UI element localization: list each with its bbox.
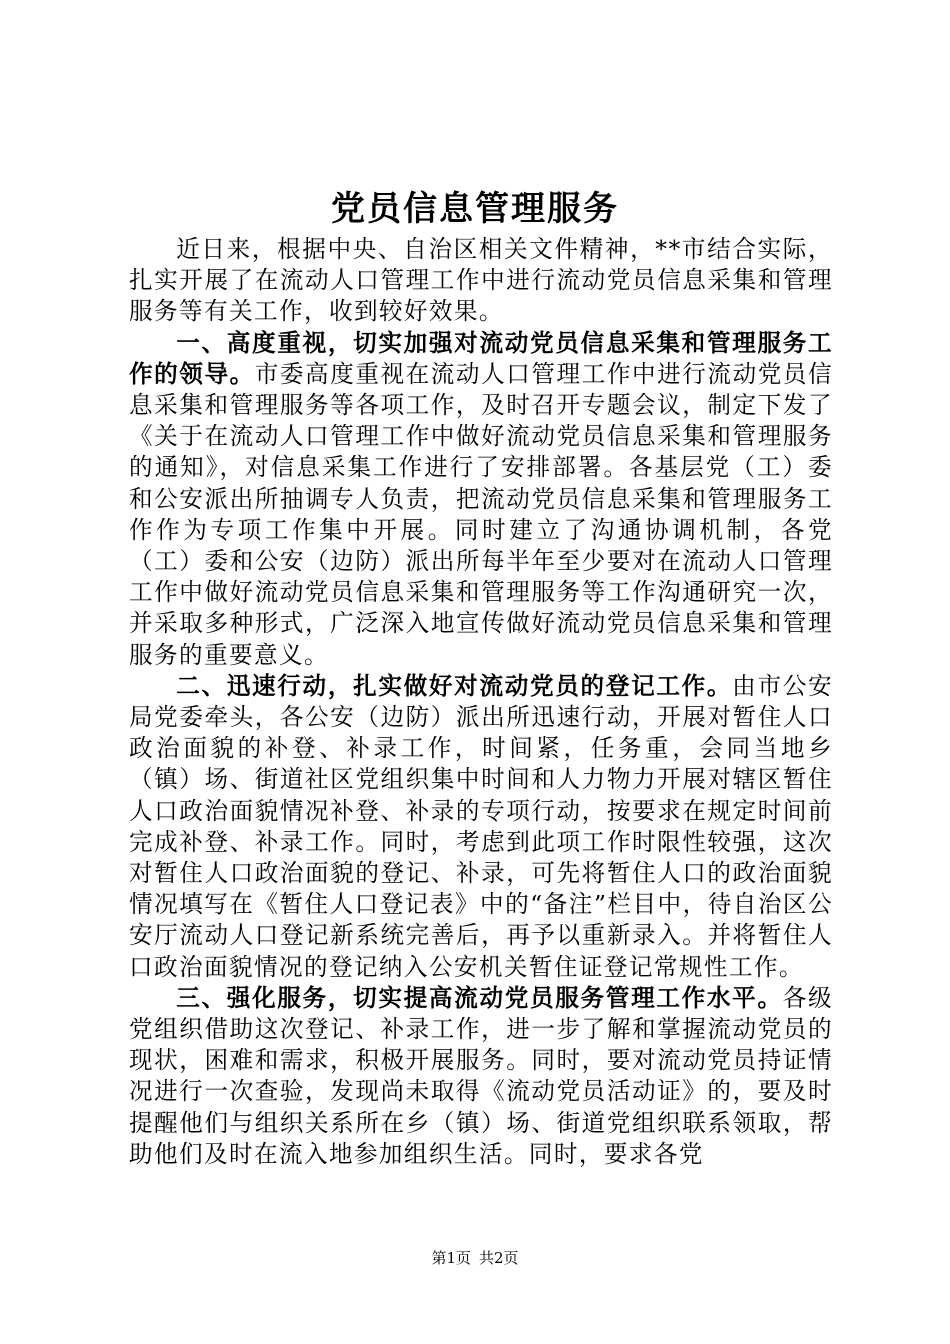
- paragraph-text: 近日来，根据中央、自治区相关文件精神，**市结合实际，扎实开展了在流动人口管理工作中进行流动党员信息采集和管理服务等有关工作，收到较好效果。: [129, 235, 833, 326]
- section-heading: 一、高度重视，切实加强对流动党员信息采集和管理服务工作的领导。: [129, 328, 833, 388]
- section-heading: 三、强化服务，切实提高流动党员服务管理工作水平。: [176, 983, 783, 1012]
- page-number: 第1页: [431, 1249, 471, 1267]
- paragraph-text: 由市公安局党委牵头，各公安（边防）派出所迅速行动，开展对暂住人口政治面貌的补登、补录工作，时间紧，任务重，会同当地乡（镇）场、街道社区党组织集中时间和人力物力开展对辖区暂住人口政治面貌情况补登、补录的专项行动，按要求在规定时间前完成补登、补录工作。同时，考虑到此项工作时限性较强，这次对暂住人口政治面貌的登记、补录，可先将暂住人口的政治面貌情况填写在《暂住人口登记表》中的“备注”栏目中，待自治区公安厅流动人口登记新系统完善后，再予以重新录入。并将暂住人口政治面貌情况的登记纳入公安机关暂住证登记常规性工作。: [129, 671, 833, 981]
- paragraph-intro: [129, 234, 833, 328]
- section-heading: 二、迅速行动，扎实做好对流动党员的登记工作。: [176, 671, 733, 700]
- page-total: 共2页: [479, 1249, 519, 1267]
- document-title: 党员信息管理服务: [331, 189, 619, 229]
- paragraph-text: 各级党组织借助这次登记、补录工作，进一步了解和掌握流动党员的现状，困难和需求，积极开展服务。同时，要对流动党员持证情况进行一次查验，发现尚未取得《流动党员活动证》的，要及时提醒他们与组织关系所在乡（镇）场、街道党组织联系领取，帮助他们及时在流入地参加组织生活。同时，要求各党: [129, 983, 833, 1168]
- paragraph-section-1: [129, 328, 833, 671]
- page-footer: [0, 1247, 950, 1269]
- paragraph-section-3: [129, 983, 833, 1170]
- paragraph-text: 市委高度重视在流动人口管理工作中进行流动党员信息采集和管理服务等各项工作，及时召开专题会议，制定下发了《关于在流动人口管理工作中做好流动党员信息采集和管理服务的通知》，对信息采集工作进行了安排部署。各基层党（工）委和公安派出所抽调专人负责，把流动党员信息采集和管理服务工作作为专项工作集中开展。同时建立了沟通协调机制，各党（工）委和公安（边防）派出所每半年至少要对在流动人口管理工作中做好流动党员信息采集和管理服务等工作沟通研究一次，并采取多种形式，广泛深入地宣传做好流动党员信息采集和管理服务的重要意义。: [129, 359, 834, 669]
- paragraph-section-2: [129, 671, 833, 983]
- document-body: [129, 234, 833, 1170]
